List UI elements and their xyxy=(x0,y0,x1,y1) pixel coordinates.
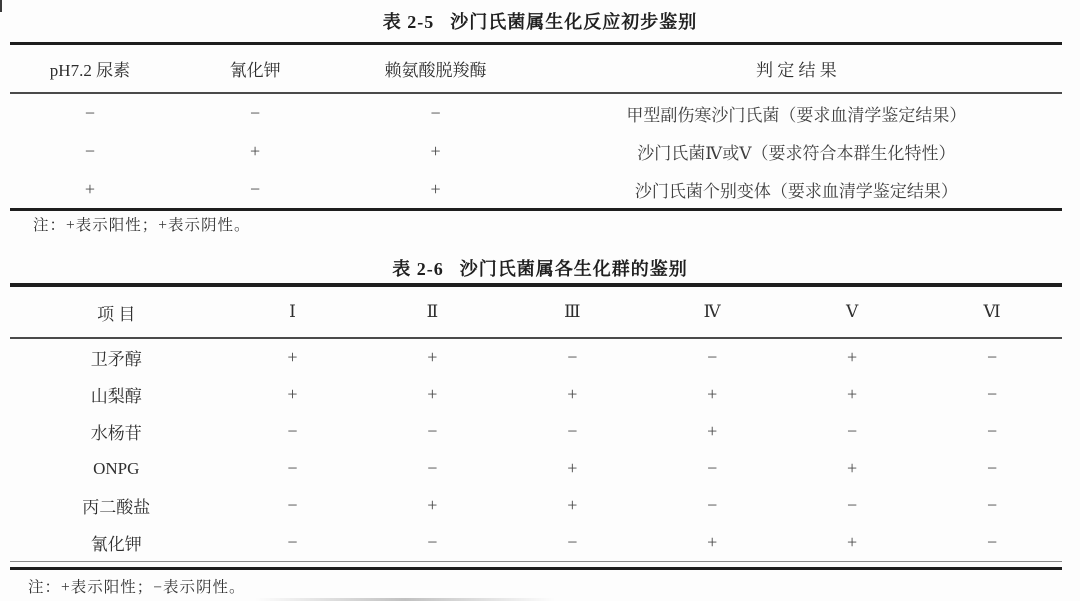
t1-cell-symbol: − xyxy=(84,140,96,161)
t2-cell-symbol: + xyxy=(847,347,858,367)
table-2-5-number: 表 2-5 xyxy=(382,12,435,32)
table-2-6-note: 注：+表示阳性；−表示阴性。 xyxy=(28,579,246,596)
t1-column-header-urea: pH7.2 尿素 xyxy=(10,44,170,94)
t1-cell-result: 沙门氏菌个别变体（要求血清学鉴定结果） xyxy=(634,181,958,201)
t1-cell-symbol: − xyxy=(84,102,96,123)
table-2-6-title xyxy=(0,255,1080,281)
t1-cell-result: 甲型副伤寒沙门氏菌（要求血清学鉴定结果） xyxy=(626,105,967,125)
t1-cell-symbol: − xyxy=(250,102,261,123)
t2-row-label: 氰化钾 xyxy=(90,535,142,554)
table-row xyxy=(10,450,1062,487)
table-2-6-caption: 沙门氏菌属各生化群的鉴别 xyxy=(459,259,688,279)
t2-cell-symbol: − xyxy=(427,532,438,552)
t2-column-header-group3: Ⅲ xyxy=(502,285,642,338)
t2-cell-symbol: + xyxy=(567,458,578,478)
t2-cell-symbol: − xyxy=(427,421,438,441)
t2-cell-symbol: − xyxy=(707,458,718,478)
t2-column-header-group5: Ⅴ xyxy=(782,285,922,338)
t2-cell-symbol: + xyxy=(567,384,578,404)
t2-cell-symbol: + xyxy=(427,384,438,404)
t2-cell-symbol: − xyxy=(986,458,998,478)
t2-cell-symbol: − xyxy=(287,458,298,478)
t1-cell-symbol: + xyxy=(430,178,441,199)
t2-cell-symbol: + xyxy=(287,347,298,367)
table-row xyxy=(10,170,1062,210)
t2-column-header-group1: Ⅰ xyxy=(223,285,363,338)
t1-cell-symbol: + xyxy=(250,140,261,161)
t2-cell-symbol: − xyxy=(986,421,998,441)
t2-row-label: 卫矛醇 xyxy=(90,350,142,369)
t1-cell-symbol: + xyxy=(430,140,441,161)
t2-cell-symbol: + xyxy=(567,495,578,515)
table-row xyxy=(10,487,1062,524)
t2-cell-symbol: − xyxy=(287,421,298,441)
t2-cell-symbol: − xyxy=(707,347,718,367)
table-row xyxy=(10,93,1062,132)
t2-cell-symbol: + xyxy=(707,532,718,552)
t2-cell-symbol: − xyxy=(427,458,438,478)
t2-cell-symbol: + xyxy=(847,384,858,404)
t2-cell-symbol: + xyxy=(427,495,438,515)
t2-cell-symbol: + xyxy=(847,532,858,552)
t2-cell-symbol: − xyxy=(707,495,718,515)
table-2-6-number: 表 2-6 xyxy=(392,259,444,279)
table-2-6-container xyxy=(10,283,1062,570)
table-row xyxy=(10,376,1062,413)
t2-column-header-group6: Ⅵ xyxy=(922,285,1062,338)
table-2-5-header-row xyxy=(10,44,1062,94)
t2-cell-symbol: + xyxy=(287,384,298,404)
t2-cell-symbol: + xyxy=(707,384,718,404)
table-row xyxy=(10,338,1062,376)
table-row xyxy=(10,413,1062,450)
t2-cell-symbol: + xyxy=(427,347,438,367)
t2-cell-symbol: − xyxy=(986,532,998,552)
t2-column-header-group2: Ⅱ xyxy=(362,285,502,338)
t2-row-label: ONPG xyxy=(93,458,140,478)
t2-cell-symbol: + xyxy=(847,458,858,478)
t2-cell-symbol: − xyxy=(287,495,298,515)
t1-column-header-kcn: 氰化钾 xyxy=(170,44,340,94)
t2-column-header-item: 项 目 xyxy=(10,285,223,338)
t2-cell-symbol: − xyxy=(567,532,578,552)
t2-row-label: 丙二酸盐 xyxy=(82,498,151,517)
t2-cell-symbol: + xyxy=(707,421,718,441)
t2-cell-symbol: − xyxy=(986,347,998,367)
t2-column-header-group4: Ⅳ xyxy=(642,285,782,338)
t2-cell-symbol: − xyxy=(567,421,578,441)
table-2-5-note: 注：+表示阳性；+表示阴性。 xyxy=(33,217,251,234)
table-2-5-title xyxy=(0,8,1080,34)
table-2-6 xyxy=(10,283,1062,562)
t2-cell-symbol: − xyxy=(986,384,998,404)
t1-cell-symbol: + xyxy=(84,178,96,199)
t2-cell-symbol: − xyxy=(567,347,578,367)
t2-row-label: 山梨醇 xyxy=(90,387,142,406)
table-2-6-header-row xyxy=(10,285,1062,338)
t1-cell-result: 沙门氏菌Ⅳ或Ⅴ（要求符合本群生化特性） xyxy=(637,143,956,163)
t2-cell-symbol: − xyxy=(986,495,998,515)
t1-cell-symbol: − xyxy=(250,178,261,199)
t2-cell-symbol: − xyxy=(847,421,858,441)
table-row xyxy=(10,524,1062,562)
t2-cell-symbol: − xyxy=(847,495,858,515)
t2-cell-symbol: − xyxy=(287,532,298,552)
t1-column-header-lysine: 赖氨酸脱羧酶 xyxy=(340,44,530,94)
top-left-edge-artifact xyxy=(0,0,2,12)
table-2-5-caption: 沙门氏菌属生化反应初步鉴别 xyxy=(450,12,698,32)
t1-cell-symbol: − xyxy=(430,102,441,123)
t2-row-label: 水杨苷 xyxy=(90,424,142,443)
t1-column-header-result: 判 定 结 果 xyxy=(531,44,1062,94)
table-row xyxy=(10,132,1062,170)
table-2-5 xyxy=(10,42,1062,211)
